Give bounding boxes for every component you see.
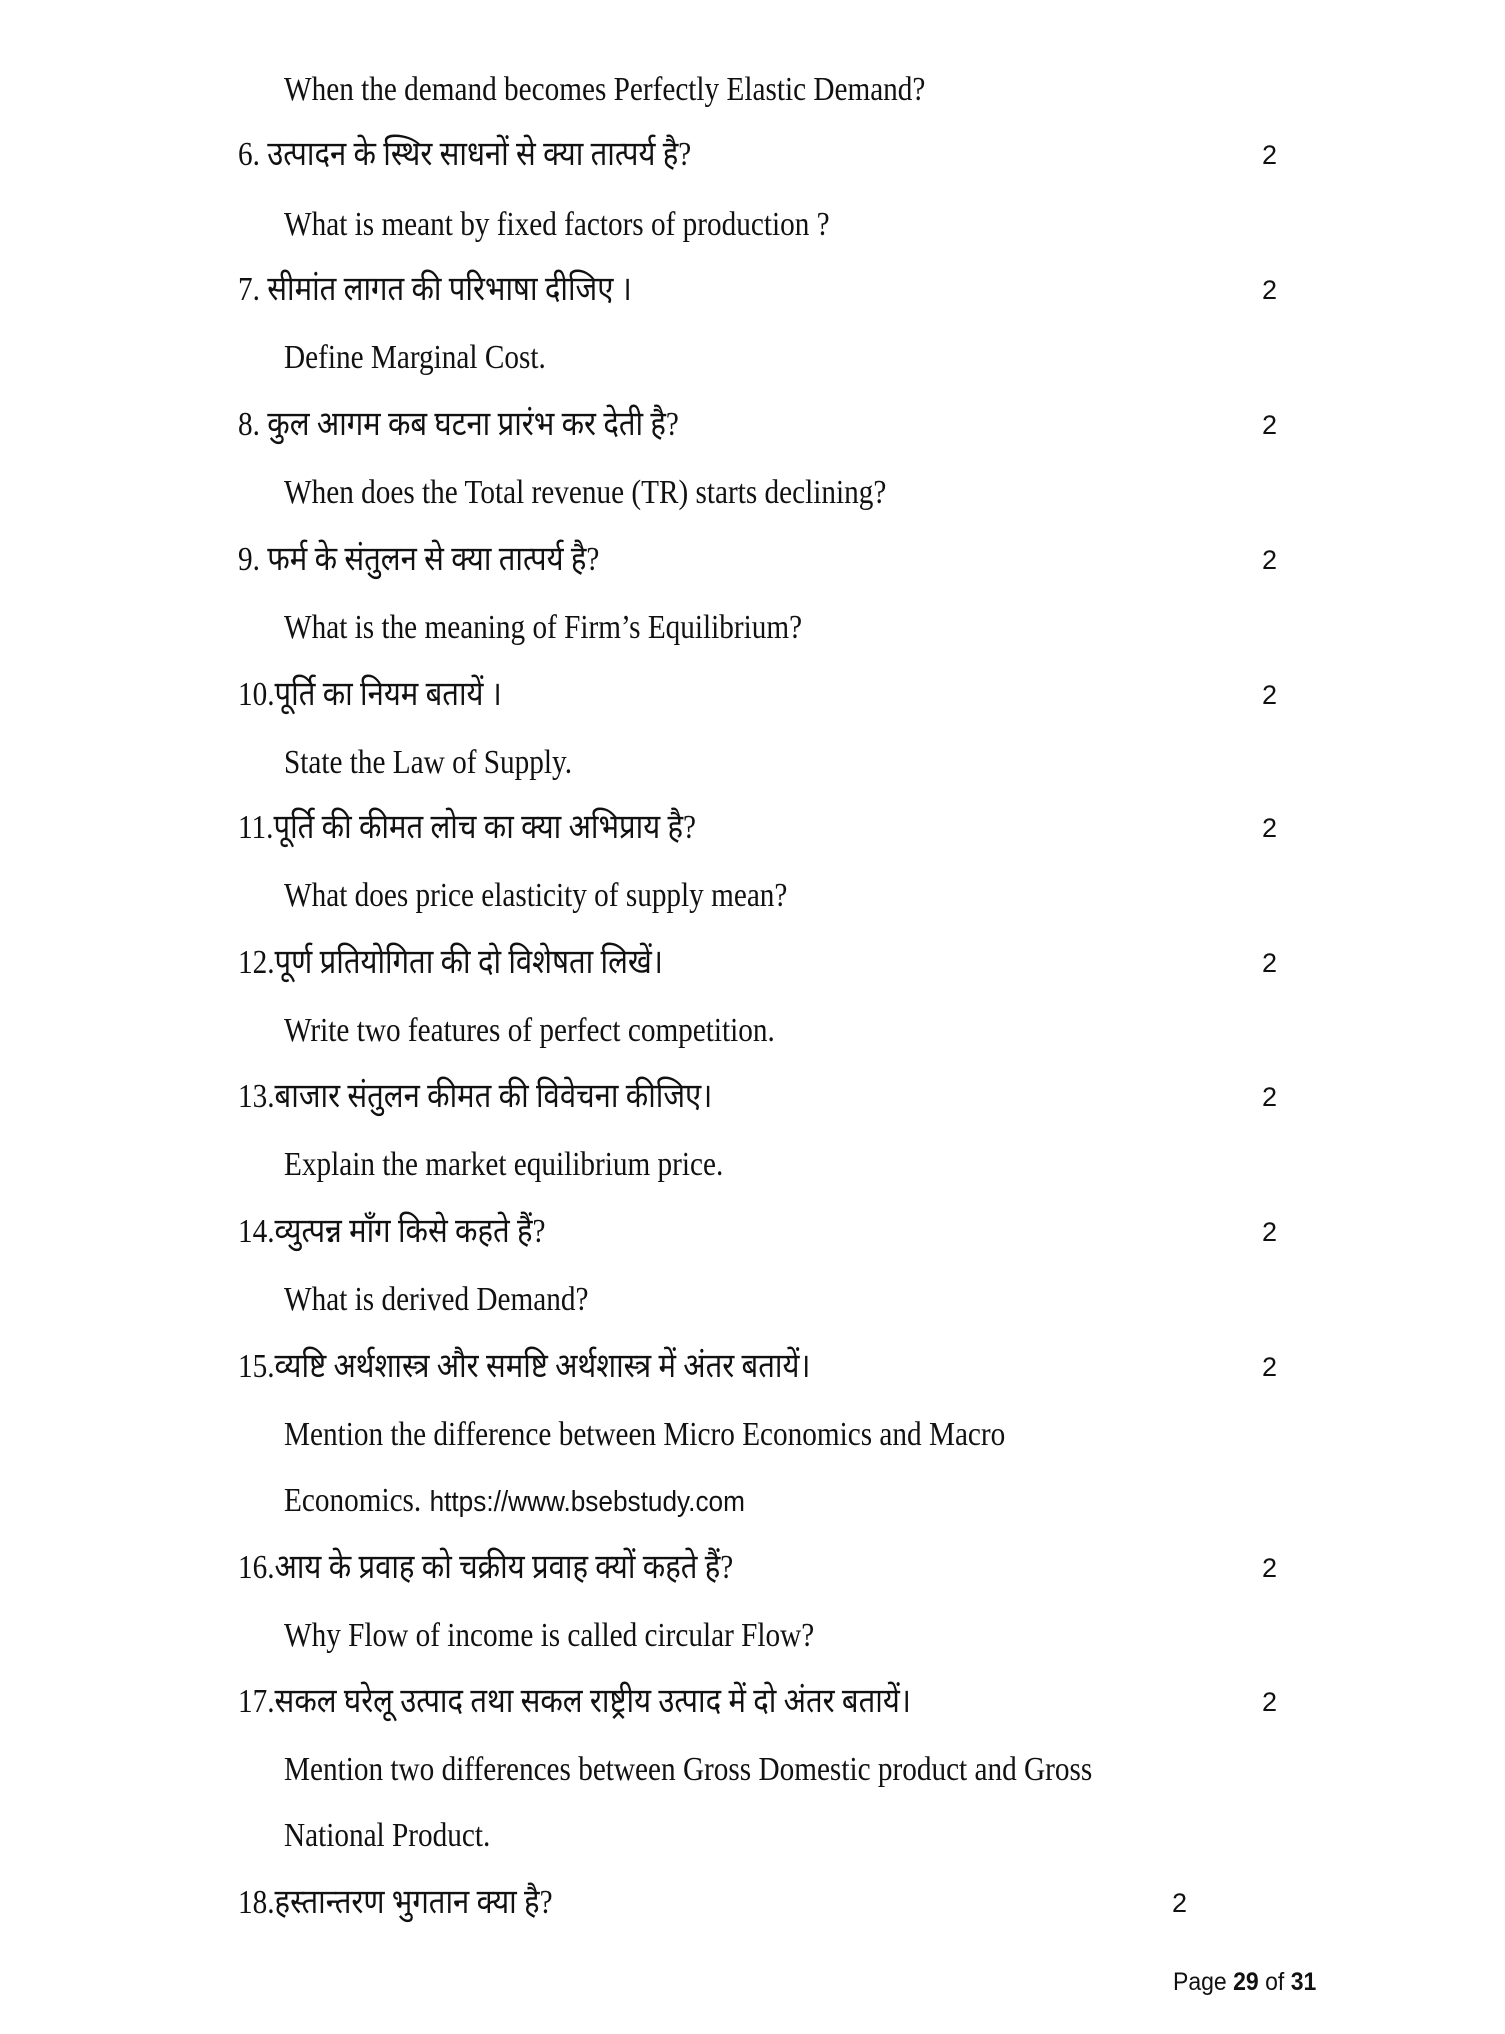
question-16	[238, 1548, 733, 1588]
question-13	[238, 1077, 712, 1117]
question-9	[238, 540, 599, 580]
hindi-question-text: उत्पादन के स्थिर साधनों से क्या तात्पर्य है?	[267, 136, 692, 173]
english-question-line: State the Law of Supply.	[284, 744, 573, 781]
hindi-question-text: हस्तान्तरण भुगतान क्या है?	[274, 1884, 553, 1921]
page-number-footer	[1173, 1966, 1316, 1998]
question-14	[238, 1212, 546, 1252]
question-number: 10.	[238, 676, 275, 713]
marks-label: 2	[1262, 1082, 1278, 1112]
total-pages: 31	[1290, 1968, 1317, 1996]
hindi-question-text: सकल घरेलू उत्पाद तथा सकल राष्ट्रीय उत्पाद में दो अंतर बतायें।	[274, 1683, 911, 1720]
marks-label: 2	[1262, 1217, 1278, 1247]
marks-label: 2	[1262, 275, 1278, 305]
question-number: 18.	[238, 1884, 275, 1921]
question-18	[238, 1883, 553, 1923]
marks-label: 2	[1262, 545, 1278, 575]
hindi-question-text: व्युत्पन्न माँग किसे कहते हैं?	[274, 1213, 546, 1250]
question-number: 15.	[238, 1348, 275, 1385]
marks-label: 2	[1172, 1888, 1188, 1918]
hindi-question-text: सीमांत लागत की परिभाषा दीजिए ।	[267, 271, 632, 308]
question-number: 8.	[238, 406, 260, 443]
english-question-line: Explain the market equilibrium price.	[284, 1146, 724, 1183]
hindi-question-text: बाजार संतुलन कीमत की विवेचना कीजिए।	[274, 1078, 713, 1115]
marks-label: 2	[1262, 410, 1278, 440]
of-label: of	[1265, 1968, 1285, 1996]
question-number: 11.	[238, 809, 274, 846]
question-10	[238, 675, 502, 715]
hindi-question-text: पूर्ति की कीमत लोच का क्या अभिप्राय है?	[273, 809, 697, 846]
question-7	[238, 270, 632, 310]
english-question-line: Mention two differences between Gross Domestic product and Gross	[284, 1751, 1093, 1788]
hindi-question-text: व्यष्टि अर्थशास्त्र और समष्टि अर्थशास्त्र में अंतर बतायें।	[274, 1348, 811, 1385]
english-question-line: National Product.	[284, 1817, 491, 1854]
question-number: 16.	[238, 1549, 275, 1586]
question-number: 17.	[238, 1683, 275, 1720]
question-number: 12.	[238, 944, 275, 981]
marks-label: 2	[1262, 813, 1278, 843]
english-question-line: What does price elasticity of supply mean?	[284, 877, 788, 914]
watermark-url: https://www.bsebstudy.com	[429, 1486, 745, 1518]
question-11	[238, 808, 696, 848]
marks-label: 2	[1262, 948, 1278, 978]
hindi-question-text: पूर्ति का नियम बतायें ।	[274, 676, 502, 713]
hindi-question-text: फर्म के संतुलन से क्या तात्पर्य है?	[267, 541, 600, 578]
english-question-line: Write two features of perfect competition.	[284, 1012, 775, 1049]
marks-label: 2	[1262, 140, 1278, 170]
question-number: 13.	[238, 1078, 275, 1115]
question-12	[238, 943, 663, 983]
question-6	[238, 135, 691, 175]
marks-label: 2	[1262, 680, 1278, 710]
question-number: 14.	[238, 1213, 275, 1250]
english-question-line: What is meant by fixed factors of production ?	[284, 206, 830, 243]
english-text: Economics.	[284, 1482, 422, 1519]
question-number: 6.	[238, 136, 260, 173]
hindi-question-text: कुल आगम कब घटना प्रारंभ कर देती है?	[267, 406, 679, 443]
question-number: 9.	[238, 541, 260, 578]
hindi-question-text: पूर्ण प्रतियोगिता की दो विशेषता लिखें।	[274, 944, 663, 981]
question-number: 7.	[238, 271, 260, 308]
question-8	[238, 405, 679, 445]
marks-label: 2	[1262, 1687, 1278, 1717]
english-question-line: Why Flow of income is called circular Flow?	[284, 1617, 815, 1654]
english-question-line: When does the Total revenue (TR) starts declining?	[284, 474, 887, 511]
english-question-line: What is the meaning of Firm’s Equilibrium?	[284, 609, 803, 646]
hindi-question-text: आय के प्रवाह को चक्रीय प्रवाह क्यों कहते हैं?	[274, 1549, 734, 1586]
marks-label: 2	[1262, 1553, 1278, 1583]
english-question-line: Mention the difference between Micro Economics and Macro	[284, 1416, 1006, 1453]
english-question-line: When the demand becomes Perfectly Elastic Demand?	[284, 71, 926, 108]
current-page: 29	[1233, 1968, 1259, 1996]
question-17	[238, 1682, 911, 1722]
english-question-line: What is derived Demand?	[284, 1281, 589, 1318]
english-question-line: Define Marginal Cost.	[284, 339, 546, 376]
page-prefix: Page	[1173, 1968, 1227, 1996]
marks-label: 2	[1262, 1352, 1278, 1382]
english-question-line	[284, 1481, 745, 1522]
question-15	[238, 1347, 811, 1387]
